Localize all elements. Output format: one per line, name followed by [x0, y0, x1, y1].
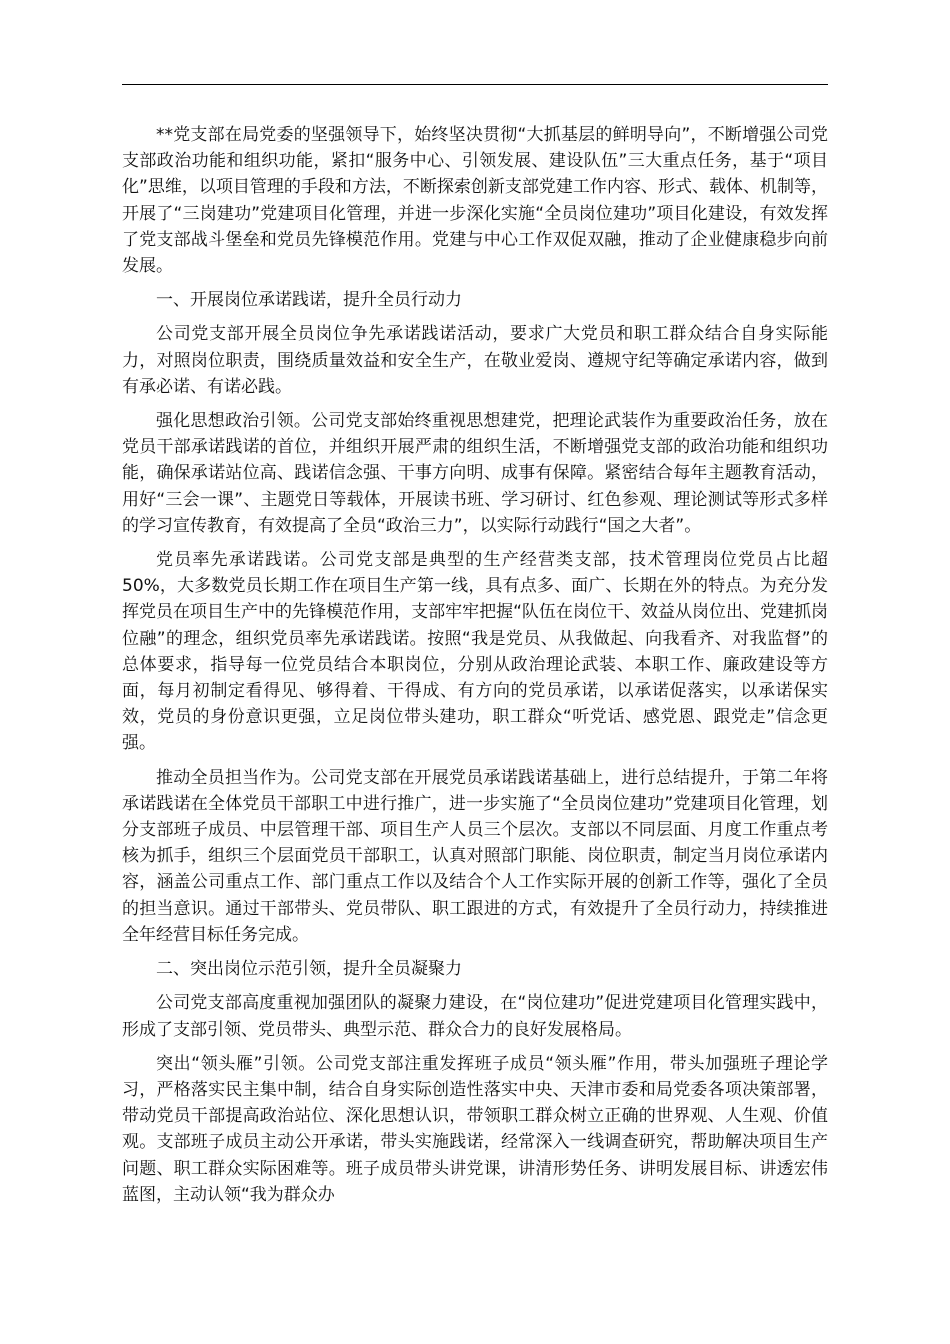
body-paragraph: 党员率先承诺践诺。公司党支部是典型的生产经营类支部，技术管理岗位党员占比超 50%，大多数党员长期工作在项目生产第一线，具有点多、面广、长期在外的特点。为充分发挥党员在项目生产中的先锋模范作用，支部牢牢把握“队伍在岗位干、效益从岗位出、党建抓岗位融”的理念，组织党员率先承诺践诺。按照“我是党员、从我做起、向我看齐、对我监督”的总体要求，指导每一位党员结合本职岗位，分别从政治理论武装、本职工作、廉政建设等方面，每月初制定看得见、够得着、干得成、有方向的党员承诺，以承诺促落实，以承诺保实效，党员的身份意识更强，立足岗位带头建功，职工群众“听党话、感党恩、跟党走”信念更强。 — [122, 550, 828, 754]
body-paragraph: 突出“领头雁”引领。公司党支部注重发挥班子成员“领头雁”作用，带头加强班子理论学习，严格落实民主集中制，结合自身实际创造性落实中央、天津市委和局党委各项决策部署，带动党员干部提高政治站位、深化思想认识，带领职工群众树立正确的世界观、人生观、价值观。支部班子成员主动公开承诺，带头实施践诺，经常深入一线调查研究，帮助解决项目生产问题、职工群众实际困难等。班子成员带头讲党课，讲清形势任务、讲明发展目标、讲透宏伟蓝图，主动认领“我为群众办 — [122, 1053, 828, 1205]
section-heading-2: 二、突出岗位示范引领，提升全员凝聚力 — [156, 959, 462, 980]
body-paragraph: 公司党支部开展全员岗位争先承诺践诺活动，要求广大党员和职工群众结合自身实际能力，对照岗位职责，围绕质量效益和安全生产，在敬业爱岗、遵规守纪等确定承诺内容，做到有承必诺、有诺必践。 — [122, 324, 828, 397]
document-body — [122, 122, 828, 1216]
body-paragraph: 公司党支部高度重视加强团队的凝聚力建设，在“岗位建功”促进党建项目化管理实践中，形成了支部引领、党员带头、典型示范、群众合力的良好发展格局。 — [122, 993, 828, 1040]
body-paragraph: 推动全员担当作为。公司党支部在开展党员承诺践诺基础上，进行总结提升，于第二年将承诺践诺在全体党员干部职工中进行推广，进一步实施了“全员岗位建功”党建项目化管理，划分支部班子成员、中层管理干部、项目生产人员三个层次。支部以不同层面、月度工作重点考核为抓手，组织三个层面党员干部职工，认真对照部门职能、岗位职责，制定当月岗位承诺内容，涵盖公司重点工作、部门重点工作以及结合个人工作实际开展的创新工作等，强化了全员的担当意识。通过干部带头、党员带队、职工跟进的方式，有效提升了全员行动力，持续推进全年经营目标任务完成。 — [122, 767, 828, 945]
intro-paragraph: **党支部在局党委的坚强领导下，始终坚决贯彻“大抓基层的鲜明导向”，不断增强公司党支部政治功能和组织功能，紧扣“服务中心、引领发展、建设队伍”三大重点任务，基于“项目化”思维，以项目管理的手段和方法，不断探索创新支部党建工作内容、形式、载体、机制等，开展了“三岗建功”党建项目化管理，并进一步深化实施“全员岗位建功”项目化建设，有效发挥了党支部战斗堡垒和党员先锋模范作用。党建与中心工作双促双融，推动了企业健康稳步向前发展。 — [122, 125, 828, 277]
header-rule — [122, 84, 828, 85]
section-heading-1: 一、开展岗位承诺践诺，提升全员行动力 — [156, 290, 462, 311]
body-paragraph: 强化思想政治引领。公司党支部始终重视思想建党，把理论武装作为重要政治任务，放在党员干部承诺践诺的首位，并组织开展严肃的组织生活，不断增强党支部的政治功能和组织功能，确保承诺站位高、践诺信念强、干事方向明、成事有保障。紧密结合每年主题教育活动，用好“三会一课”、主题党日等载体，开展读书班、学习研讨、红色参观、理论测试等形式多样的学习宣传教育，有效提高了全员“政治三力”，以实际行动践行“国之大者”。 — [122, 411, 828, 536]
